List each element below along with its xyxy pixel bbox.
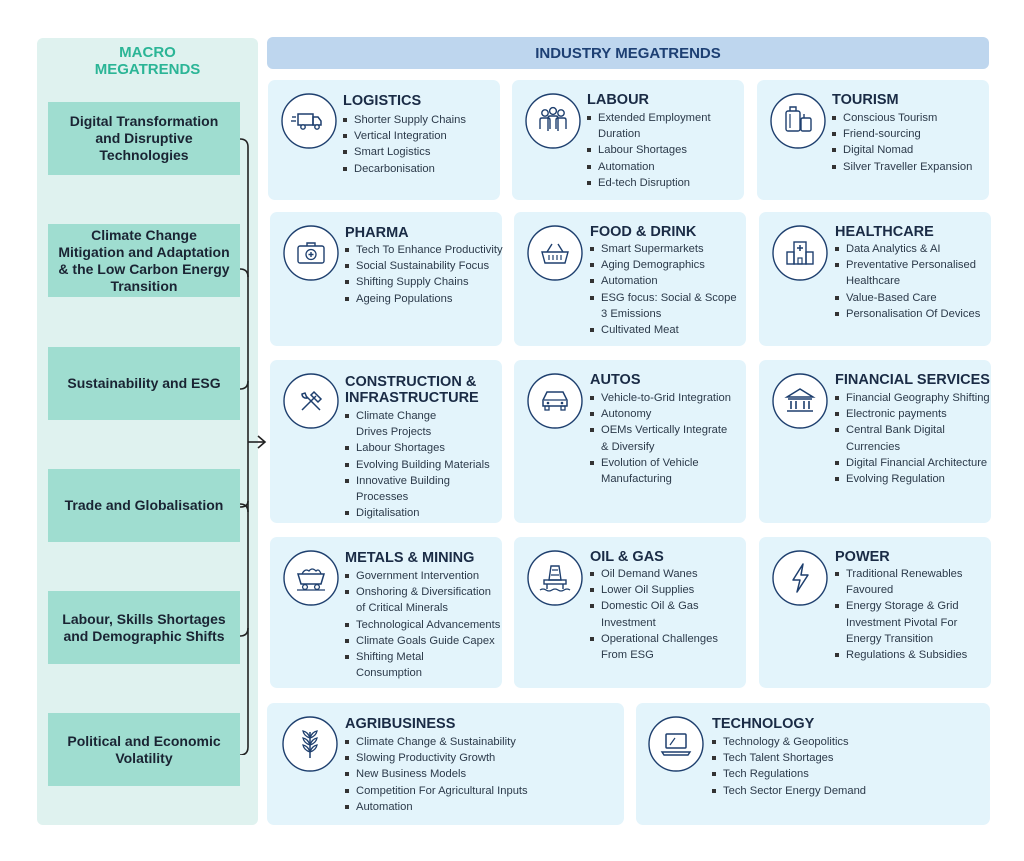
list-item: Electronic payments [835,406,990,422]
list-item: Digitalisation [345,505,490,521]
oil-rig-icon [527,550,583,606]
bracket-connector [238,135,268,755]
macro-item-climate-change: Climate Change Mitigation and Adaptation & the Low Carbon Energy Transition [48,224,240,297]
list-item: Silver Traveller Expansion [832,159,972,175]
list-item: Slowing Productivity Growth [345,750,528,766]
list-item: Tech Regulations [712,766,866,782]
mine-cart-icon [283,550,339,606]
hammer-wrench-icon [283,373,339,429]
list-item: Tech To Enhance Productivity [345,242,503,258]
list-item: Automation [590,273,737,289]
card-pharma [270,212,502,346]
list-item: Extended Employment Duration [587,110,711,142]
card-title: FINANCIAL SERVICES [835,372,990,388]
lightning-icon [772,550,828,606]
card-title: PHARMA [345,225,409,241]
list-item: Value-Based Care [835,290,980,306]
trend-list [835,241,980,322]
trend-list [590,566,718,663]
hospital-icon [772,225,828,281]
list-item: Evolution of Vehicle Manufacturing [590,455,731,487]
list-item: Evolving Regulation [835,471,990,487]
list-item: OEMs Vertically Integrate & Diversify [590,422,731,454]
card-power [759,537,991,688]
macro-megatrends-title: MACRO MEGATRENDS [94,44,201,78]
shopping-basket-icon [527,225,583,281]
list-item: Domestic Oil & Gas Investment [590,598,718,630]
trend-list [835,390,990,487]
list-item: Labour Shortages [345,440,490,456]
list-item: Vertical Integration [343,128,466,144]
list-item: Shifting Metal Consumption [345,649,500,681]
trend-list [590,241,737,338]
list-item: Financial Geography Shifting [835,390,990,406]
list-item: Government Intervention [345,568,500,584]
list-item: Data Analytics & AI [835,241,980,257]
list-item: Tech Sector Energy Demand [712,783,866,799]
list-item: Onshoring & Diversification of Critical Minerals [345,584,500,616]
laptop-icon [648,716,704,772]
list-item: Technological Advancements [345,617,500,633]
card-food-drink [514,212,746,346]
list-item: Labour Shortages [587,142,711,158]
trend-list [345,408,490,521]
list-item: New Business Models [345,766,528,782]
list-item: Operational Challenges From ESG [590,631,718,663]
list-item: Technology & Geopolitics [712,734,866,750]
list-item: Climate Change Drives Projects [345,408,490,440]
card-title: TECHNOLOGY [712,716,815,732]
list-item: Regulations & Subsidies [835,647,967,663]
list-item: Evolving Building Materials [345,457,490,473]
list-item: ESG focus: Social & Scope 3 Emissions [590,290,737,322]
list-item: Personalisation Of Devices [835,306,980,322]
list-item: Vehicle-to-Grid Integration [590,390,731,406]
list-item: Climate Change & Sustainability [345,734,528,750]
list-item: Social Sustainability Focus [345,258,503,274]
card-title: METALS & MINING [345,550,475,566]
list-item: Automation [587,159,711,175]
people-icon [525,93,581,149]
card-technology [636,703,990,825]
trend-list [587,110,711,191]
trend-list [345,242,503,307]
card-title: OIL & GAS [590,549,664,565]
list-item: Ed-tech Disruption [587,175,711,191]
trend-list [832,110,972,175]
card-labour [512,80,744,200]
industry-megatrends-header: INDUSTRY MEGATRENDS [267,37,989,69]
list-item: Competition For Agricultural Inputs [345,783,528,799]
luggage-icon [770,93,826,149]
macro-item-sustainability: Sustainability and ESG [48,347,240,420]
list-item: Digital Financial Architecture [835,455,990,471]
card-title: CONSTRUCTION & INFRASTRUCTURE [345,374,479,406]
card-autos [514,360,746,523]
list-item: Shorter Supply Chains [343,112,466,128]
list-item: Automation [345,799,528,815]
bank-icon [772,373,828,429]
list-item: Traditional Renewables Favoured [835,566,967,598]
card-oil-gas [514,537,746,688]
list-item: Tech Talent Shortages [712,750,866,766]
card-title: AUTOS [590,372,641,388]
list-item: Conscious Tourism [832,110,972,126]
card-healthcare [759,212,991,346]
list-item: Cultivated Meat [590,322,737,338]
trend-list [712,734,866,799]
trend-list [835,566,967,663]
card-agribusiness [267,703,624,825]
macro-item-political: Political and Economic Volatility [48,713,240,786]
macro-item-trade: Trade and Globalisation [48,469,240,542]
card-construction [270,360,502,523]
list-item: Preventative Personalised Healthcare [835,257,980,289]
truck-icon [281,93,337,149]
card-financial-services [759,360,991,523]
wheat-icon [282,716,338,772]
list-item: Innovative Building Processes [345,473,490,505]
trend-list [343,112,466,177]
list-item: Decarbonisation [343,161,466,177]
card-title: LABOUR [587,92,650,108]
car-icon [527,373,583,429]
list-item: Aging Demographics [590,257,737,273]
macro-item-labour-skills: Labour, Skills Shortages and Demographic Shifts [48,591,240,664]
card-title: AGRIBUSINESS [345,716,456,732]
macro-item-digital-transformation: Digital Transformation and Disruptive Technologies [48,102,240,175]
list-item: Smart Supermarkets [590,241,737,257]
list-item: Climate Goals Guide Capex [345,633,500,649]
trend-list [590,390,731,487]
card-logistics [268,80,500,200]
list-item: Shifting Supply Chains [345,274,503,290]
card-title: POWER [835,549,890,565]
card-tourism [757,80,989,200]
list-item: Energy Storage & Grid Investment Pivotal For Energy Transition [835,598,967,647]
card-title: TOURISM [832,92,899,108]
list-item: Central Bank Digital Currencies [835,422,990,454]
list-item: Lower Oil Supplies [590,582,718,598]
medical-kit-icon [283,225,339,281]
trend-list [345,734,528,815]
card-title: FOOD & DRINK [590,224,697,240]
card-title: HEALTHCARE [835,224,934,240]
list-item: Oil Demand Wanes [590,566,718,582]
list-item: Digital Nomad [832,142,972,158]
list-item: Smart Logistics [343,144,466,160]
trend-list [345,568,500,681]
list-item: Friend-sourcing [832,126,972,142]
list-item: Ageing Populations [345,291,503,307]
card-title: LOGISTICS [343,93,422,109]
list-item: Autonomy [590,406,731,422]
card-metals-mining [270,537,502,688]
